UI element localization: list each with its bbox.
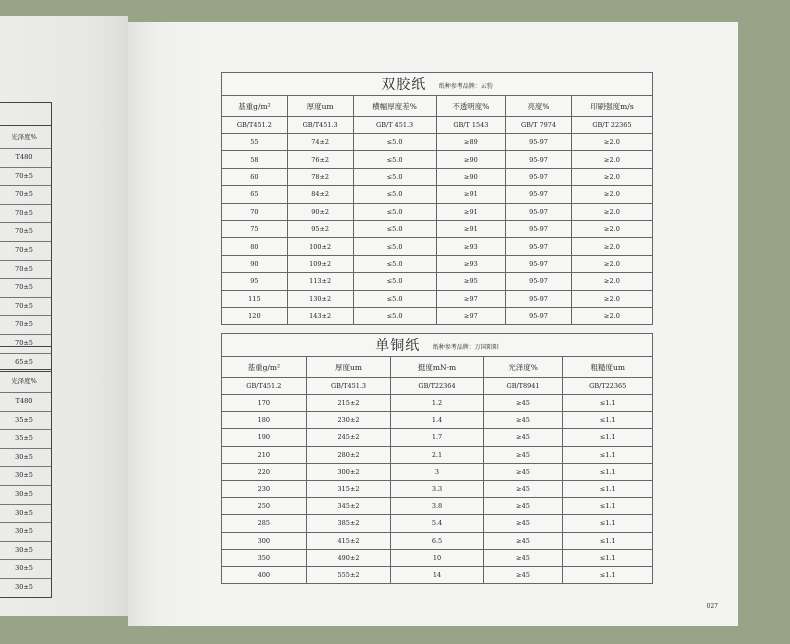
standard-cell: GB/T 22365 <box>571 117 652 134</box>
table-cell: ≤1.1 <box>563 498 653 515</box>
table-cell: 170 <box>222 395 307 412</box>
left-table-cell: 30±5 <box>15 582 33 591</box>
table-cell: ≥2.0 <box>571 186 652 203</box>
table-cell: 95-97 <box>506 238 572 255</box>
table-cell: 95-97 <box>506 290 572 307</box>
left-table-cell: 30±5 <box>0 523 51 542</box>
table-cell: 1.4 <box>391 412 483 429</box>
table-cell: 220 <box>222 463 307 480</box>
table-cell: 1.7 <box>391 429 483 446</box>
table-cell: 490±2 <box>306 549 391 566</box>
table-cell: ≥45 <box>483 515 563 532</box>
table-row <box>222 480 653 497</box>
table-cell: ≥45 <box>483 429 563 446</box>
table-cell: ≥2.0 <box>571 220 652 237</box>
table-cell: ≥45 <box>483 566 563 583</box>
table-row <box>222 273 653 290</box>
left-table-header: 光泽度% <box>0 370 51 393</box>
table-row <box>222 203 653 220</box>
table-cell: ≤5.0 <box>353 238 436 255</box>
table-row <box>222 532 653 549</box>
table-cell: 245±2 <box>306 429 391 446</box>
table-cell: 120 <box>222 307 288 324</box>
left-table-cell: 70±5 <box>0 298 51 317</box>
table-cell: ≥2.0 <box>571 134 652 151</box>
table-cell: 84±2 <box>287 186 353 203</box>
left-table-cell: 70±5 <box>0 242 51 261</box>
table-row <box>222 549 653 566</box>
table-cell: ≥97 <box>436 307 505 324</box>
table-cell: 95±2 <box>287 220 353 237</box>
table-cell: ≤1.1 <box>563 446 653 463</box>
table-row <box>222 463 653 480</box>
column-header: 印刷强度m/s <box>571 96 652 117</box>
table-cell: 95-97 <box>506 134 572 151</box>
table-row <box>222 515 653 532</box>
table-cell: 95-97 <box>506 255 572 272</box>
left-table-title-row <box>0 347 51 370</box>
left-table-cell: 70±5 <box>0 316 51 335</box>
table-cell: 90±2 <box>287 203 353 220</box>
table-row <box>222 412 653 429</box>
table-cell: ≥91 <box>436 186 505 203</box>
table-cell: 109±2 <box>287 255 353 272</box>
table-cell: ≤5.0 <box>353 168 436 185</box>
column-header: 横幅厚度差% <box>353 96 436 117</box>
column-header: 亮度% <box>506 96 572 117</box>
left-table-cell: 70±5 <box>0 335 51 354</box>
table-cell: 300 <box>222 532 307 549</box>
table-cell: 143±2 <box>287 307 353 324</box>
right-page <box>128 22 738 626</box>
standard-cell: GB/T451.2 <box>222 117 288 134</box>
table-cell: 95-97 <box>506 220 572 237</box>
page-number: 027 <box>706 603 718 610</box>
left-table-cell: 30±5 <box>0 560 51 579</box>
table-cell: ≥45 <box>483 446 563 463</box>
left-table-cell: 30±5 <box>0 467 51 486</box>
table-row <box>222 220 653 237</box>
table-cell: 58 <box>222 151 288 168</box>
table-cell: 75 <box>222 220 288 237</box>
left-table-fragment-1 <box>0 102 52 372</box>
left-table-cell: 30±5 <box>0 505 51 524</box>
left-table-standard: T480 <box>0 393 51 412</box>
table-row <box>222 151 653 168</box>
standard-cell: GB/T22364 <box>391 378 483 395</box>
table-cell: ≥2.0 <box>571 307 652 324</box>
shuangjiao-brand-note: 纸种参考品牌：云豹 <box>438 82 493 90</box>
table-cell: 74±2 <box>287 134 353 151</box>
table-cell: 3.8 <box>391 498 483 515</box>
table-cell: 210 <box>222 446 307 463</box>
table-cell: ≤1.1 <box>563 429 653 446</box>
table-cell: 400 <box>222 566 307 583</box>
dantong-brand-note: 纸种参考品牌：万国阳阳 <box>432 343 499 351</box>
table-row <box>222 566 653 583</box>
table-cell: 5.4 <box>391 515 483 532</box>
left-table-cell: 30±5 <box>0 486 51 505</box>
column-header: 基重g/m² <box>222 96 288 117</box>
shuangjiao-table <box>221 72 653 325</box>
table-cell: 113±2 <box>287 273 353 290</box>
table-cell: 350 <box>222 549 307 566</box>
table-cell: 95-97 <box>506 168 572 185</box>
table-cell: 285 <box>222 515 307 532</box>
table-cell: ≥93 <box>436 238 505 255</box>
table-cell: ≤5.0 <box>353 151 436 168</box>
table-cell: 415±2 <box>306 532 391 549</box>
table-cell: ≥45 <box>483 532 563 549</box>
left-table-header: 光泽度% <box>0 126 51 149</box>
left-table-cell: 70±5 <box>0 279 51 298</box>
table-cell: 78±2 <box>287 168 353 185</box>
table-cell: 6.5 <box>391 532 483 549</box>
table-cell: ≥90 <box>436 151 505 168</box>
table-cell: 230±2 <box>306 412 391 429</box>
table-cell: 80 <box>222 238 288 255</box>
table-cell: 95-97 <box>506 273 572 290</box>
table-cell: 65 <box>222 186 288 203</box>
left-table-title-row <box>0 103 51 126</box>
table-cell: 180 <box>222 412 307 429</box>
left-table-cell: 30±5 <box>0 542 51 561</box>
table-cell: ≤5.0 <box>353 220 436 237</box>
dantong-title-cell <box>222 334 653 357</box>
standard-cell: GB/T 451.3 <box>353 117 436 134</box>
table-cell: 95-97 <box>506 203 572 220</box>
table-row <box>222 429 653 446</box>
table-cell: ≤5.0 <box>353 186 436 203</box>
table-cell: 90 <box>222 255 288 272</box>
table-row <box>222 307 653 324</box>
table-cell: 345±2 <box>306 498 391 515</box>
table-cell: 130±2 <box>287 290 353 307</box>
table-cell: ≥45 <box>483 395 563 412</box>
table-cell: 215±2 <box>306 395 391 412</box>
column-header: 不透明度% <box>436 96 505 117</box>
left-table-cell: 30±5 <box>0 449 51 468</box>
table-cell: 55 <box>222 134 288 151</box>
table-cell: ≤1.1 <box>563 515 653 532</box>
table-cell: 100±2 <box>287 238 353 255</box>
left-table-fragment-2 <box>0 346 52 598</box>
table-cell: 190 <box>222 429 307 446</box>
left-table-cell: 70±5 <box>0 168 51 187</box>
table-row <box>222 186 653 203</box>
shuangjiao-title: 双胶纸 <box>381 77 427 93</box>
standard-cell: GB/T8941 <box>483 378 563 395</box>
table-row <box>222 134 653 151</box>
left-table-cell: 70±5 <box>0 223 51 242</box>
table-cell: 60 <box>222 168 288 185</box>
table-cell: 14 <box>391 566 483 583</box>
table-cell: 115 <box>222 290 288 307</box>
table-cell: ≤1.1 <box>563 532 653 549</box>
table-cell: 95-97 <box>506 307 572 324</box>
column-header: 光泽度% <box>483 357 563 378</box>
left-table-cell: 70±5 <box>0 186 51 205</box>
table-cell: ≤5.0 <box>353 290 436 307</box>
table-cell: ≥95 <box>436 273 505 290</box>
table-cell: 300±2 <box>306 463 391 480</box>
left-table-standard: T480 <box>0 149 51 168</box>
table-cell: ≥90 <box>436 168 505 185</box>
table-cell: ≥91 <box>436 220 505 237</box>
table-cell: ≥2.0 <box>571 290 652 307</box>
left-table-cell: 35±5 <box>0 430 51 449</box>
column-header: 粗糙度um <box>563 357 653 378</box>
column-header: 厚度um <box>306 357 391 378</box>
table-cell: ≥2.0 <box>571 238 652 255</box>
table-cell: ≤5.0 <box>353 307 436 324</box>
standard-cell: GB/T22365 <box>563 378 653 395</box>
table-cell: 555±2 <box>306 566 391 583</box>
standard-cell: GB/T451.3 <box>287 117 353 134</box>
left-table-cell: 65±5 <box>15 357 33 366</box>
table-cell: ≥45 <box>483 463 563 480</box>
table-cell: 3.3 <box>391 480 483 497</box>
table-cell: ≤1.1 <box>563 395 653 412</box>
table-cell: ≤1.1 <box>563 480 653 497</box>
table-row <box>222 446 653 463</box>
table-cell: ≤1.1 <box>563 566 653 583</box>
column-header: 厚度um <box>287 96 353 117</box>
table-row <box>222 498 653 515</box>
table-cell: 95-97 <box>506 186 572 203</box>
table-cell: 95 <box>222 273 288 290</box>
table-cell: 315±2 <box>306 480 391 497</box>
table-cell: ≤1.1 <box>563 549 653 566</box>
column-header: 基重g/m² <box>222 357 307 378</box>
table-cell: 3 <box>391 463 483 480</box>
table-cell: ≥2.0 <box>571 203 652 220</box>
table-cell: 385±2 <box>306 515 391 532</box>
table-cell: 76±2 <box>287 151 353 168</box>
table-row <box>222 395 653 412</box>
standard-cell: GB/T451.3 <box>306 378 391 395</box>
table-cell: 280±2 <box>306 446 391 463</box>
table-cell: ≤5.0 <box>353 273 436 290</box>
table-cell: 70 <box>222 203 288 220</box>
table-cell: ≤1.1 <box>563 412 653 429</box>
left-table-cell: 70±5 <box>0 205 51 224</box>
table-cell: 2.1 <box>391 446 483 463</box>
table-cell: 1.2 <box>391 395 483 412</box>
table-cell: ≥91 <box>436 203 505 220</box>
column-header: 挺度mN-m <box>391 357 483 378</box>
table-cell: ≥97 <box>436 290 505 307</box>
table-row <box>222 168 653 185</box>
table-cell: ≤5.0 <box>353 203 436 220</box>
table-cell: 10 <box>391 549 483 566</box>
table-cell: ≥2.0 <box>571 168 652 185</box>
table-cell: 250 <box>222 498 307 515</box>
table-row <box>222 290 653 307</box>
table-row <box>222 255 653 272</box>
table-cell: ≤1.1 <box>563 463 653 480</box>
standard-cell: GB/T 7974 <box>506 117 572 134</box>
dantong-table <box>221 333 653 584</box>
left-page <box>0 16 128 616</box>
table-cell: ≥2.0 <box>571 255 652 272</box>
table-cell: ≤5.0 <box>353 134 436 151</box>
left-table-cell: 70±5 <box>0 261 51 280</box>
standard-cell: GB/T451.2 <box>222 378 307 395</box>
table-cell: 230 <box>222 480 307 497</box>
table-cell: ≥45 <box>483 549 563 566</box>
table-cell: ≥2.0 <box>571 273 652 290</box>
table-cell: ≤5.0 <box>353 255 436 272</box>
table-cell: 95-97 <box>506 151 572 168</box>
table-cell: ≥93 <box>436 255 505 272</box>
table-cell: ≥45 <box>483 412 563 429</box>
left-table-cell: 35±5 <box>0 412 51 431</box>
shuangjiao-title-cell <box>222 73 653 96</box>
dantong-title: 单铜纸 <box>375 338 421 354</box>
table-cell: ≥45 <box>483 498 563 515</box>
table-row <box>222 238 653 255</box>
table-cell: ≥89 <box>436 134 505 151</box>
standard-cell: GB/T 1543 <box>436 117 505 134</box>
table-cell: ≥45 <box>483 480 563 497</box>
table-cell: ≥2.0 <box>571 151 652 168</box>
